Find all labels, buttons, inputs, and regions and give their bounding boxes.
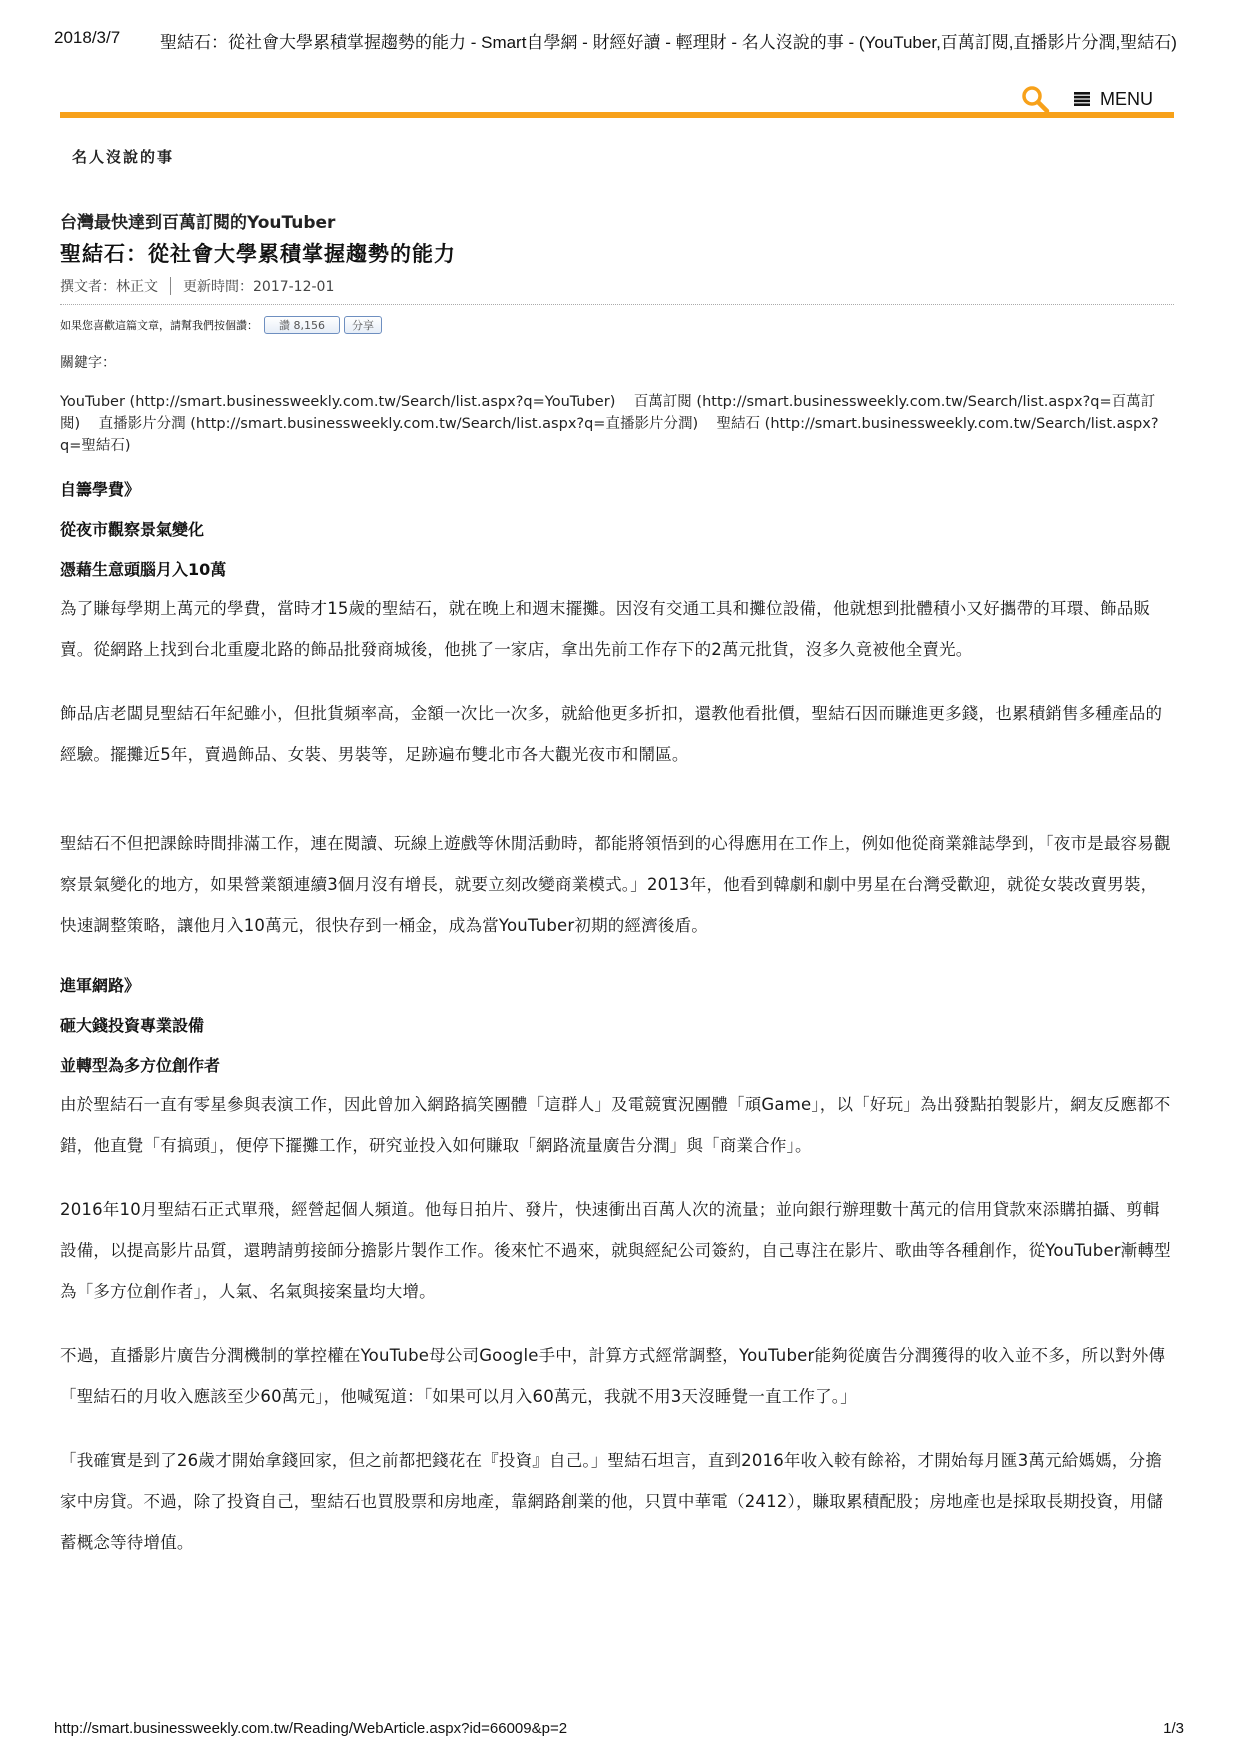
social-row [60,316,382,334]
keywords-list [60,391,1174,457]
paragraph: 為了賺每學期上萬元的學費，當時才15歲的聖結石，就在晚上和週末擺攤。因沒有交通工具和攤位設備，他就想到批體積小又好攜帶的耳環、飾品販賣。從網路上找到台北重慶北路的飾品批發商城後，他挑了一家店，拿出先前工作存下的2萬元批貨，沒多久竟被他全賣光。 [60,599,1151,659]
section-heading: 並轉型為多方位創作者 [60,1056,221,1075]
article-meta [60,276,334,296]
paragraph: 聖結石不但把課餘時間排滿工作，連在閱讀、玩線上遊戲等休閒活動時，都能將領悟到的心得應用在工作上，例如他從商業雜誌學到，「夜市是最容易觀察景氣變化的地方，如果營業額連續3個月沒有增長，就要立刻改變商業模式。」2013年，他看到韓劇和劇中男星在台灣受歡迎，就從女裝改賣男裝，快速調整策略，讓他月入10萬元，很快存到一桶金，成為當YouTuber初期的經濟後盾。 [60,834,1171,935]
paragraph: 不過，直播影片廣告分潤機制的掌控權在YouTube母公司Google手中，計算方式經常調整，YouTuber能夠從廣告分潤獲得的收入並不多，所以對外傳「聖結石的月收入應該至少60萬元」，他喊冤道：「如果可以月入60萬元，我就不用3天沒睡覺一直工作了。」 [60,1346,1166,1406]
keyword-link[interactable]: 百萬訂閱 (http://smart.businessweekly.com.tw/Search/list.aspx?q=百萬訂閱) [60,394,1156,432]
author: 撰文者：林正文 [60,279,158,295]
paragraph: 由於聖結石一直有零星參與表演工作，因此曾加入網路搞笑團體「這群人」及電競實況團體「頑Game」，以「好玩」為出發點拍製影片，網友反應都不錯，他直覺「有搞頭」，便停下擺攤工作，研究並投入如何賺取「網路流量廣告分潤」與「商業合作」。 [60,1095,1171,1155]
search-icon [1020,84,1052,114]
paragraph: 飾品店老闆見聖結石年紀雖小，但批貨頻率高，金額一次比一次多，就給他更多折扣，還教他看批價，聖結石因而賺進更多錢，也累積銷售多種產品的經驗。擺攤近5年，賣過飾品、女裝、男裝等，足跡遍布雙北市各大觀光夜市和鬧區。 [60,704,1163,764]
section-heading: 進軍網路》 [60,976,141,995]
keyword-link[interactable]: 聖結石 (http://smart.businessweekly.com.tw/Search/list.aspx?q=聖結石) [60,416,1159,454]
like-prompt: 如果您喜歡這篇文章，請幫我們按個讚： [60,319,258,332]
hamburger-icon [1074,92,1090,106]
paragraph: 2016年10月聖結石正式單飛，經營起個人頻道。他每日拍片、發片，快速衝出百萬人次的流量；並向銀行辦理數十萬元的信用貸款來添購拍攝、剪輯設備，以提高影片品質，還聘請剪接師分擔影片製作工作。後來忙不過來，就與經紀公司簽約，自己專注在影片、歌曲等各種創作，從YouTuber漸轉型為「多方位創作者」，人氣、名氣與接案量均大增。 [60,1200,1171,1301]
share-button[interactable]: 分享 [344,316,382,334]
menu-button[interactable] [1074,86,1153,112]
section-heading: 砸大錢投資專業設備 [60,1016,205,1035]
paragraph: 「我確實是到了26歲才開始拿錢回家，但之前都把錢花在『投資』自己。」聖結石坦言，直到2016年收入較有餘裕，才開始每月匯3萬元給媽媽，分擔家中房貸。不過，除了投資自己，聖結石也買股票和房地產，靠網路創業的他，只買中華電（2412），賺取累積配股；房地產也是採取長期投資，用儲蓄概念等待增值。 [60,1451,1164,1552]
print-header [54,28,1184,56]
article-title: 聖結石：從社會大學累積掌握趨勢的能力 [60,242,456,266]
section-heading: 自籌學費》 [60,480,141,499]
article-subtitle: 台灣最快達到百萬訂閱的YouTuber [60,213,336,233]
like-button[interactable]: 讚 8,156 [264,316,340,334]
page-url: http://smart.businessweekly.com.tw/Reading/WebArticle.aspx?id=66009&p=2 [54,1720,568,1737]
page-number: 1/3 [1163,1720,1184,1737]
dotted-divider [60,304,1174,305]
header-accent-bar [60,112,1174,118]
print-date: 2018/3/7 [54,28,121,47]
search-button[interactable] [1020,84,1052,114]
section-heading: 從夜市觀察景氣變化 [60,520,205,539]
print-page-title: 聖結石：從社會大學累積掌握趨勢的能力 - Smart自學網 - 財經好讀 - 輕理財 - 名人沒說的事 - (YouTuber,百萬訂閱,直播影片分潤,聖結石) [160,33,1177,52]
update-time: 更新時間：2017-12-01 [183,279,335,295]
keyword-link[interactable]: YouTuber (http://smart.businessweekly.com.tw/Search/list.aspx?q=YouTuber) [60,394,616,410]
article-body [60,478,1174,1563]
keywords-label: 關鍵字： [60,355,116,371]
keyword-link[interactable]: 直播影片分潤 (http://smart.businessweekly.com.tw/Search/list.aspx?q=直播影片分潤) [98,416,699,432]
section-heading: 憑藉生意頭腦月入10萬 [60,560,227,579]
category-link[interactable]: 名人沒說的事 [72,148,175,166]
menu-label: MENU [1100,88,1153,109]
meta-divider [170,277,171,295]
